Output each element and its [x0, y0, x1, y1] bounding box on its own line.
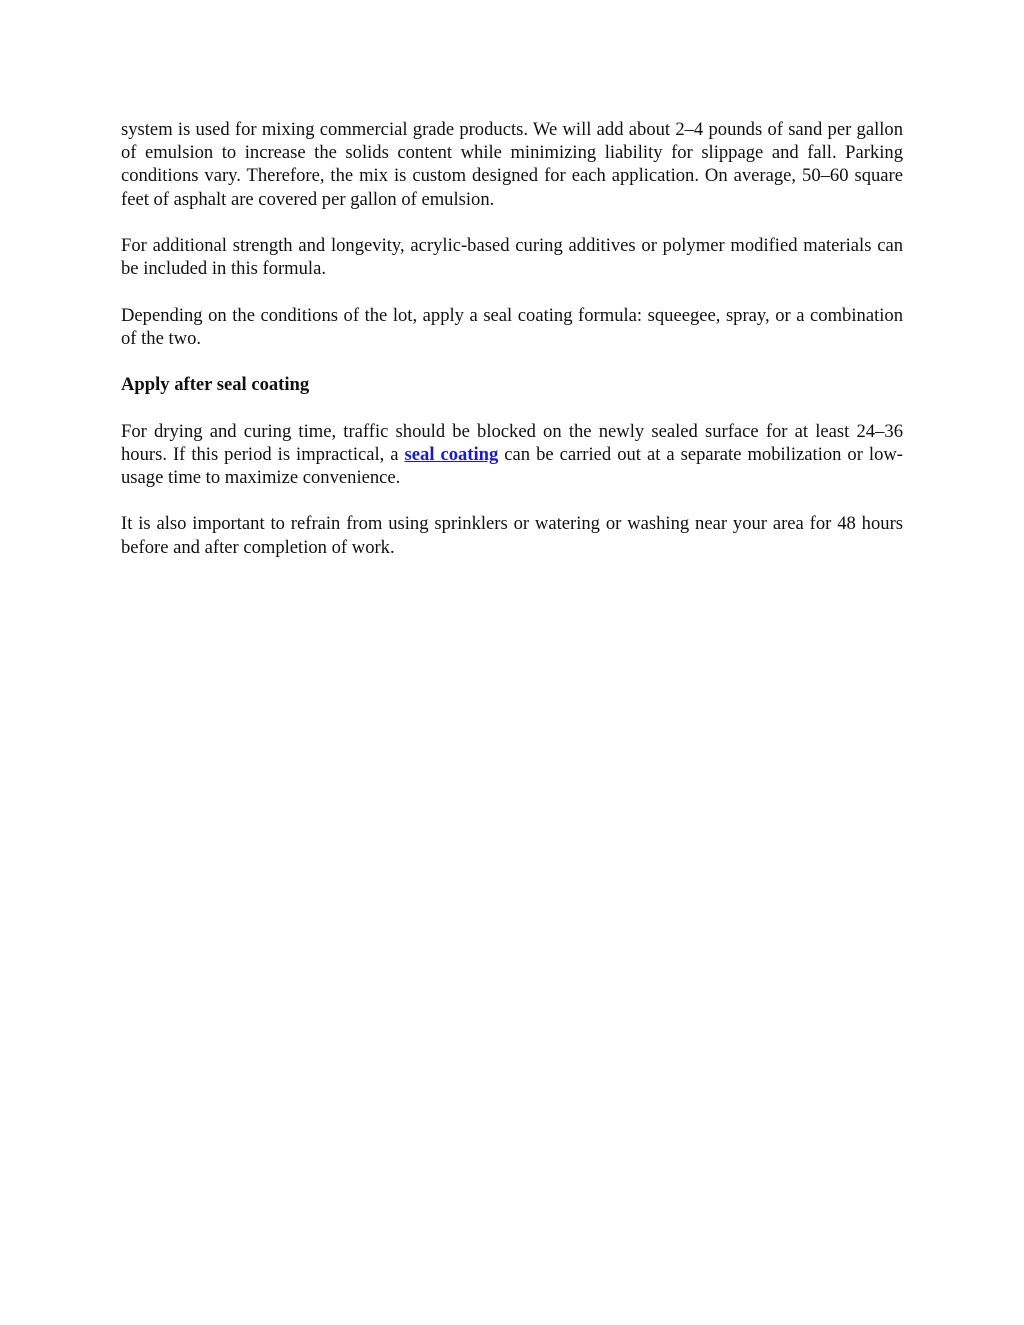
paragraph-additives: For additional strength and longevity, acrylic-based curing additives or polymer modified materials can be included in this formula. [121, 235, 903, 280]
paragraph-curing-text-after: can be carried out at a separate mobilization or low-usage time to maximize convenience. [121, 443, 903, 488]
seal-coating-link[interactable]: seal coating [404, 443, 499, 465]
paragraph-sprinklers: It is also important to refrain from using sprinklers or watering or washing near your area for 48 hours before and after completion of work. [121, 513, 903, 558]
section-heading: Apply after seal coating [121, 374, 310, 396]
paragraph-mixing: system is used for mixing commercial grade products. We will add about 2–4 pounds of sand per gallon of emulsion to increase the solids content while minimizing liability for slippage and fall. Parking conditions vary. Therefore, the mix is custom designed for each application. On average, 50–60 square feet of asphalt are covered per gallon of emulsion. [121, 119, 903, 210]
document-page [121, 118, 903, 582]
paragraph-application: Depending on the conditions of the lot, apply a seal coating formula: squeegee, spray, or a combination of the two. [121, 304, 903, 349]
paragraph-curing [121, 420, 903, 490]
paragraph-curing-text-before: For drying and curing time, traffic should be blocked on the newly sealed surface for at least 24–36 hours. If this period is impractical, a [121, 420, 903, 465]
